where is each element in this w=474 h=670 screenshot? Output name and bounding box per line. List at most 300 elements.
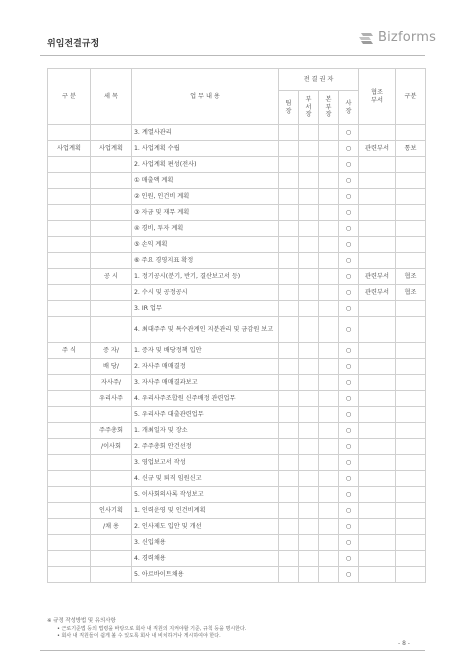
header-hq-head: 본 부 장 bbox=[319, 91, 339, 125]
row-gubun-cell bbox=[48, 237, 91, 253]
row-coop-cell bbox=[359, 205, 396, 221]
row-content-cell: 3. 계열사관리 bbox=[132, 125, 279, 141]
row-semok-cell bbox=[91, 471, 132, 487]
table-row bbox=[48, 423, 426, 439]
brand-logo bbox=[358, 30, 436, 45]
row-hq-head-cell bbox=[319, 221, 339, 237]
row-type-cell bbox=[396, 157, 426, 173]
table-row bbox=[48, 519, 426, 535]
table-row bbox=[48, 487, 426, 503]
row-type-cell: 협조 bbox=[396, 269, 426, 285]
row-content-cell: 2. 인사제도 입안 및 개선 bbox=[132, 519, 279, 535]
row-dept-head-cell bbox=[299, 471, 319, 487]
table-row bbox=[48, 439, 426, 455]
page-number: - 8 - bbox=[398, 640, 410, 647]
row-content-cell: 1. 정기공시(분기, 반기, 결산보고서 등) bbox=[132, 269, 279, 285]
row-dept-head-cell bbox=[299, 125, 319, 141]
table-row bbox=[48, 503, 426, 519]
row-dept-head-cell bbox=[299, 343, 319, 359]
row-content-cell: 1. 증자 및 배당정책 입안 bbox=[132, 343, 279, 359]
row-dept-head-cell bbox=[299, 455, 319, 471]
table-row bbox=[48, 125, 426, 141]
row-coop-cell bbox=[359, 567, 396, 583]
row-gubun-cell bbox=[48, 359, 91, 375]
header-semok: 세 목 bbox=[91, 69, 132, 125]
row-coop-cell bbox=[359, 503, 396, 519]
row-coop-cell bbox=[359, 471, 396, 487]
row-president-cell: ○ bbox=[339, 285, 359, 301]
row-dept-head-cell bbox=[299, 551, 319, 567]
row-dept-head-cell bbox=[299, 487, 319, 503]
row-hq-head-cell bbox=[319, 285, 339, 301]
row-dept-head-cell bbox=[299, 375, 319, 391]
row-hq-head-cell bbox=[319, 269, 339, 285]
row-dept-head-cell bbox=[299, 317, 319, 343]
row-coop-cell bbox=[359, 423, 396, 439]
row-hq-head-cell bbox=[319, 375, 339, 391]
row-coop-cell bbox=[359, 551, 396, 567]
table-row bbox=[48, 141, 426, 157]
row-semok-cell bbox=[91, 189, 132, 205]
row-semok-cell bbox=[91, 407, 132, 423]
row-hq-head-cell bbox=[319, 173, 339, 189]
row-dept-head-cell bbox=[299, 285, 319, 301]
row-team-lead-cell bbox=[279, 317, 299, 343]
table-row bbox=[48, 189, 426, 205]
row-hq-head-cell bbox=[319, 343, 339, 359]
header-coop: 협조 부서 bbox=[359, 69, 396, 125]
row-president-cell: ○ bbox=[339, 407, 359, 423]
row-content-cell: 4. 신규 및 퇴직 임원신고 bbox=[132, 471, 279, 487]
row-hq-head-cell bbox=[319, 301, 339, 317]
row-team-lead-cell bbox=[279, 391, 299, 407]
row-president-cell: ○ bbox=[339, 535, 359, 551]
row-team-lead-cell bbox=[279, 407, 299, 423]
table-row bbox=[48, 237, 426, 253]
row-gubun-cell bbox=[48, 269, 91, 285]
row-type-cell bbox=[396, 237, 426, 253]
row-dept-head-cell bbox=[299, 221, 319, 237]
row-content-cell: 2. 자사주 매매결정 bbox=[132, 359, 279, 375]
row-hq-head-cell bbox=[319, 503, 339, 519]
row-president-cell: ○ bbox=[339, 343, 359, 359]
row-team-lead-cell bbox=[279, 125, 299, 141]
row-dept-head-cell bbox=[299, 141, 319, 157]
row-semok-cell bbox=[91, 173, 132, 189]
row-dept-head-cell bbox=[299, 535, 319, 551]
brand-name: Bizforms bbox=[378, 30, 437, 45]
row-dept-head-cell bbox=[299, 157, 319, 173]
row-president-cell: ○ bbox=[339, 221, 359, 237]
row-team-lead-cell bbox=[279, 503, 299, 519]
row-team-lead-cell bbox=[279, 455, 299, 471]
row-coop-cell bbox=[359, 343, 396, 359]
row-president-cell: ○ bbox=[339, 423, 359, 439]
row-semok-cell: 우리사주 bbox=[91, 391, 132, 407]
row-team-lead-cell bbox=[279, 551, 299, 567]
row-content-cell: ④ 경비, 투자 계획 bbox=[132, 221, 279, 237]
row-type-cell bbox=[396, 503, 426, 519]
row-gubun-cell bbox=[48, 551, 91, 567]
row-team-lead-cell bbox=[279, 487, 299, 503]
row-dept-head-cell bbox=[299, 237, 319, 253]
row-content-cell: 1. 인력운영 및 인건비계획 bbox=[132, 503, 279, 519]
row-team-lead-cell bbox=[279, 519, 299, 535]
row-team-lead-cell bbox=[279, 471, 299, 487]
row-semok-cell bbox=[91, 221, 132, 237]
row-hq-head-cell bbox=[319, 157, 339, 173]
row-president-cell: ○ bbox=[339, 205, 359, 221]
table-row bbox=[48, 173, 426, 189]
page-header bbox=[0, 0, 474, 56]
row-hq-head-cell bbox=[319, 567, 339, 583]
row-coop-cell bbox=[359, 221, 396, 237]
row-coop-cell bbox=[359, 237, 396, 253]
row-gubun-cell bbox=[48, 391, 91, 407]
row-coop-cell bbox=[359, 439, 396, 455]
row-gubun-cell bbox=[48, 503, 91, 519]
row-dept-head-cell bbox=[299, 503, 319, 519]
row-coop-cell bbox=[359, 359, 396, 375]
row-hq-head-cell bbox=[319, 439, 339, 455]
table-row bbox=[48, 391, 426, 407]
row-type-cell bbox=[396, 455, 426, 471]
row-type-cell bbox=[396, 423, 426, 439]
table-row bbox=[48, 375, 426, 391]
row-president-cell: ○ bbox=[339, 391, 359, 407]
row-hq-head-cell bbox=[319, 359, 339, 375]
row-dept-head-cell bbox=[299, 519, 319, 535]
row-team-lead-cell bbox=[279, 439, 299, 455]
row-content-cell: ⑥ 주요 경영지표 확정 bbox=[132, 253, 279, 269]
table-row bbox=[48, 205, 426, 221]
row-team-lead-cell bbox=[279, 269, 299, 285]
row-semok-cell: 증 자/ bbox=[91, 343, 132, 359]
row-gubun-cell bbox=[48, 407, 91, 423]
row-semok-cell: 배 당/ bbox=[91, 359, 132, 375]
row-semok-cell bbox=[91, 567, 132, 583]
row-gubun-cell: 사업계획 bbox=[48, 141, 91, 157]
row-hq-head-cell bbox=[319, 519, 339, 535]
row-coop-cell bbox=[359, 407, 396, 423]
row-content-cell: 3. IR 업무 bbox=[132, 301, 279, 317]
table-row bbox=[48, 359, 426, 375]
row-dept-head-cell bbox=[299, 205, 319, 221]
row-content-cell: ⑤ 손익 계획 bbox=[132, 237, 279, 253]
row-coop-cell: 관련부서 bbox=[359, 285, 396, 301]
row-coop-cell: 관련부서 bbox=[359, 269, 396, 285]
row-hq-head-cell bbox=[319, 471, 339, 487]
row-semok-cell: 자사주/ bbox=[91, 375, 132, 391]
row-hq-head-cell bbox=[319, 125, 339, 141]
row-team-lead-cell bbox=[279, 173, 299, 189]
row-coop-cell bbox=[359, 317, 396, 343]
row-dept-head-cell bbox=[299, 253, 319, 269]
row-dept-head-cell bbox=[299, 301, 319, 317]
row-hq-head-cell bbox=[319, 391, 339, 407]
row-team-lead-cell bbox=[279, 423, 299, 439]
row-gubun-cell bbox=[48, 221, 91, 237]
table-row bbox=[48, 567, 426, 583]
row-dept-head-cell bbox=[299, 423, 319, 439]
header-approver-group: 전 결 권 자 bbox=[279, 69, 359, 91]
header-dept-head: 부 서 장 bbox=[299, 91, 319, 125]
row-coop-cell bbox=[359, 535, 396, 551]
row-content-cell: 5. 이사회의사록 작성보고 bbox=[132, 487, 279, 503]
table-row bbox=[48, 455, 426, 471]
row-semok-cell bbox=[91, 285, 132, 301]
row-hq-head-cell bbox=[319, 189, 339, 205]
row-type-cell bbox=[396, 407, 426, 423]
table-row bbox=[48, 471, 426, 487]
row-type-cell bbox=[396, 125, 426, 141]
header-divider bbox=[40, 55, 425, 56]
row-type-cell bbox=[396, 221, 426, 237]
note-item: • 회사 내 직원들이 쉽게 볼 수 있도록 회사 내 비치하거나 게시하여야 한다. bbox=[57, 633, 221, 640]
row-team-lead-cell bbox=[279, 141, 299, 157]
table-row bbox=[48, 253, 426, 269]
row-coop-cell: 관련부서 bbox=[359, 141, 396, 157]
row-gubun-cell bbox=[48, 439, 91, 455]
row-coop-cell bbox=[359, 157, 396, 173]
row-semok-cell bbox=[91, 157, 132, 173]
row-team-lead-cell bbox=[279, 343, 299, 359]
row-type-cell bbox=[396, 391, 426, 407]
row-content-cell: 2. 사업계획 편성(전사) bbox=[132, 157, 279, 173]
row-gubun-cell bbox=[48, 487, 91, 503]
table-row bbox=[48, 269, 426, 285]
row-team-lead-cell bbox=[279, 375, 299, 391]
header-gubun: 구 분 bbox=[48, 69, 91, 125]
row-content-cell: 2. 수시 및 공정공시 bbox=[132, 285, 279, 301]
row-type-cell bbox=[396, 471, 426, 487]
row-hq-head-cell bbox=[319, 487, 339, 503]
row-president-cell: ○ bbox=[339, 375, 359, 391]
row-content-cell: 4. 경력채용 bbox=[132, 551, 279, 567]
row-president-cell: ○ bbox=[339, 317, 359, 343]
row-content-cell: 2. 주주총회 안건선정 bbox=[132, 439, 279, 455]
row-content-cell: 3. 영업보고서 작성 bbox=[132, 455, 279, 471]
row-gubun-cell bbox=[48, 317, 91, 343]
row-type-cell bbox=[396, 189, 426, 205]
row-hq-head-cell bbox=[319, 423, 339, 439]
row-coop-cell bbox=[359, 189, 396, 205]
row-hq-head-cell bbox=[319, 455, 339, 471]
row-hq-head-cell bbox=[319, 237, 339, 253]
row-hq-head-cell bbox=[319, 535, 339, 551]
document-title: 위임전결규정 bbox=[47, 39, 100, 49]
table-body bbox=[48, 125, 426, 583]
row-hq-head-cell bbox=[319, 253, 339, 269]
header-type: 구분 bbox=[396, 69, 426, 125]
row-team-lead-cell bbox=[279, 253, 299, 269]
row-president-cell: ○ bbox=[339, 237, 359, 253]
row-team-lead-cell bbox=[279, 237, 299, 253]
row-type-cell: 통보 bbox=[396, 141, 426, 157]
row-gubun-cell bbox=[48, 375, 91, 391]
row-dept-head-cell bbox=[299, 189, 319, 205]
header-president: 사 장 bbox=[339, 91, 359, 125]
row-gubun-cell bbox=[48, 253, 91, 269]
table-row bbox=[48, 285, 426, 301]
row-gubun-cell bbox=[48, 567, 91, 583]
row-semok-cell bbox=[91, 535, 132, 551]
row-team-lead-cell bbox=[279, 359, 299, 375]
row-president-cell: ○ bbox=[339, 141, 359, 157]
row-gubun-cell bbox=[48, 455, 91, 471]
row-president-cell: ○ bbox=[339, 519, 359, 535]
notes-section bbox=[47, 618, 427, 640]
row-type-cell bbox=[396, 173, 426, 189]
row-content-cell: 3. 신입채용 bbox=[132, 535, 279, 551]
row-semok-cell bbox=[91, 455, 132, 471]
row-coop-cell bbox=[359, 487, 396, 503]
row-coop-cell bbox=[359, 375, 396, 391]
row-president-cell: ○ bbox=[339, 359, 359, 375]
table-row bbox=[48, 343, 426, 359]
row-hq-head-cell bbox=[319, 205, 339, 221]
table-row bbox=[48, 157, 426, 173]
row-dept-head-cell bbox=[299, 173, 319, 189]
row-content-cell: 5. 아르바이트채용 bbox=[132, 567, 279, 583]
row-hq-head-cell bbox=[319, 317, 339, 343]
row-gubun-cell bbox=[48, 301, 91, 317]
row-type-cell bbox=[396, 301, 426, 317]
row-semok-cell bbox=[91, 205, 132, 221]
row-semok-cell bbox=[91, 125, 132, 141]
row-dept-head-cell bbox=[299, 391, 319, 407]
row-type-cell bbox=[396, 253, 426, 269]
row-content-cell: 1. 개최일자 및 장소 bbox=[132, 423, 279, 439]
table-row bbox=[48, 301, 426, 317]
row-team-lead-cell bbox=[279, 205, 299, 221]
row-type-cell bbox=[396, 519, 426, 535]
table-row bbox=[48, 535, 426, 551]
row-content-cell: 1. 사업계획 수립 bbox=[132, 141, 279, 157]
row-president-cell: ○ bbox=[339, 455, 359, 471]
row-hq-head-cell bbox=[319, 141, 339, 157]
row-hq-head-cell bbox=[319, 407, 339, 423]
row-team-lead-cell bbox=[279, 285, 299, 301]
notes-title: ※ 규정 작성방법 및 유의사항 bbox=[47, 618, 116, 624]
row-type-cell bbox=[396, 439, 426, 455]
row-type-cell bbox=[396, 359, 426, 375]
row-gubun-cell bbox=[48, 285, 91, 301]
row-dept-head-cell bbox=[299, 407, 319, 423]
row-content-cell: ② 인원, 인건비 계획 bbox=[132, 189, 279, 205]
row-president-cell: ○ bbox=[339, 471, 359, 487]
row-type-cell bbox=[396, 317, 426, 343]
row-type-cell: 협조 bbox=[396, 285, 426, 301]
row-content-cell: 4. 우리사주조합원 신주배정 관련업무 bbox=[132, 391, 279, 407]
row-content-cell: ③ 자금 및 재무 계획 bbox=[132, 205, 279, 221]
header-content: 업 무 내 용 bbox=[132, 69, 279, 125]
row-hq-head-cell bbox=[319, 551, 339, 567]
row-gubun-cell bbox=[48, 423, 91, 439]
row-gubun-cell bbox=[48, 519, 91, 535]
row-type-cell bbox=[396, 343, 426, 359]
row-president-cell: ○ bbox=[339, 567, 359, 583]
row-gubun-cell: 주 식 bbox=[48, 343, 91, 359]
row-gubun-cell bbox=[48, 205, 91, 221]
row-semok-cell bbox=[91, 551, 132, 567]
row-semok-cell: 공 시 bbox=[91, 269, 132, 285]
bizforms-logo-icon bbox=[358, 31, 374, 45]
table-row bbox=[48, 407, 426, 423]
row-type-cell bbox=[396, 487, 426, 503]
row-president-cell: ○ bbox=[339, 125, 359, 141]
table-row bbox=[48, 551, 426, 567]
row-semok-cell bbox=[91, 237, 132, 253]
row-president-cell: ○ bbox=[339, 269, 359, 285]
row-coop-cell bbox=[359, 173, 396, 189]
row-team-lead-cell bbox=[279, 567, 299, 583]
row-gubun-cell bbox=[48, 173, 91, 189]
row-type-cell bbox=[396, 375, 426, 391]
row-semok-cell: /채 용 bbox=[91, 519, 132, 535]
row-team-lead-cell bbox=[279, 157, 299, 173]
row-president-cell: ○ bbox=[339, 487, 359, 503]
row-president-cell: ○ bbox=[339, 301, 359, 317]
header-team-lead: 팀 장 bbox=[279, 91, 299, 125]
row-dept-head-cell bbox=[299, 359, 319, 375]
row-semok-cell bbox=[91, 253, 132, 269]
row-content-cell: 5. 우리사주 대출관련업무 bbox=[132, 407, 279, 423]
row-coop-cell bbox=[359, 455, 396, 471]
row-gubun-cell bbox=[48, 125, 91, 141]
row-semok-cell bbox=[91, 487, 132, 503]
row-gubun-cell bbox=[48, 471, 91, 487]
row-content-cell: 3. 자사주 매매결과보고 bbox=[132, 375, 279, 391]
row-coop-cell bbox=[359, 519, 396, 535]
table-row bbox=[48, 221, 426, 237]
delegation-table bbox=[47, 68, 426, 583]
row-type-cell bbox=[396, 551, 426, 567]
row-coop-cell bbox=[359, 125, 396, 141]
row-coop-cell bbox=[359, 391, 396, 407]
row-coop-cell bbox=[359, 301, 396, 317]
row-type-cell bbox=[396, 535, 426, 551]
row-gubun-cell bbox=[48, 157, 91, 173]
table-row bbox=[48, 317, 426, 343]
row-gubun-cell bbox=[48, 189, 91, 205]
row-type-cell bbox=[396, 567, 426, 583]
row-semok-cell: /이사회 bbox=[91, 439, 132, 455]
row-content-cell: ① 매출액 계획 bbox=[132, 173, 279, 189]
row-dept-head-cell bbox=[299, 439, 319, 455]
row-type-cell bbox=[396, 205, 426, 221]
row-team-lead-cell bbox=[279, 221, 299, 237]
note-item: • 근로기준법 등의 법령을 바탕으로 회사 내 직원의 지켜야할 기준, 규칙 등을 명시한다. bbox=[57, 626, 247, 633]
row-coop-cell bbox=[359, 253, 396, 269]
row-team-lead-cell bbox=[279, 535, 299, 551]
row-semok-cell: 사업계획 bbox=[91, 141, 132, 157]
row-team-lead-cell bbox=[279, 189, 299, 205]
row-president-cell: ○ bbox=[339, 551, 359, 567]
row-dept-head-cell bbox=[299, 567, 319, 583]
row-president-cell: ○ bbox=[339, 439, 359, 455]
row-gubun-cell bbox=[48, 535, 91, 551]
row-president-cell: ○ bbox=[339, 173, 359, 189]
row-team-lead-cell bbox=[279, 301, 299, 317]
row-president-cell: ○ bbox=[339, 253, 359, 269]
row-president-cell: ○ bbox=[339, 157, 359, 173]
row-content-cell: 4. 최대주주 및 특수관계인 지분관리 및 금감원 보고 bbox=[132, 317, 279, 343]
row-semok-cell: 주주총회 bbox=[91, 423, 132, 439]
footer-divider bbox=[40, 650, 425, 651]
row-president-cell: ○ bbox=[339, 189, 359, 205]
row-semok-cell bbox=[91, 301, 132, 317]
